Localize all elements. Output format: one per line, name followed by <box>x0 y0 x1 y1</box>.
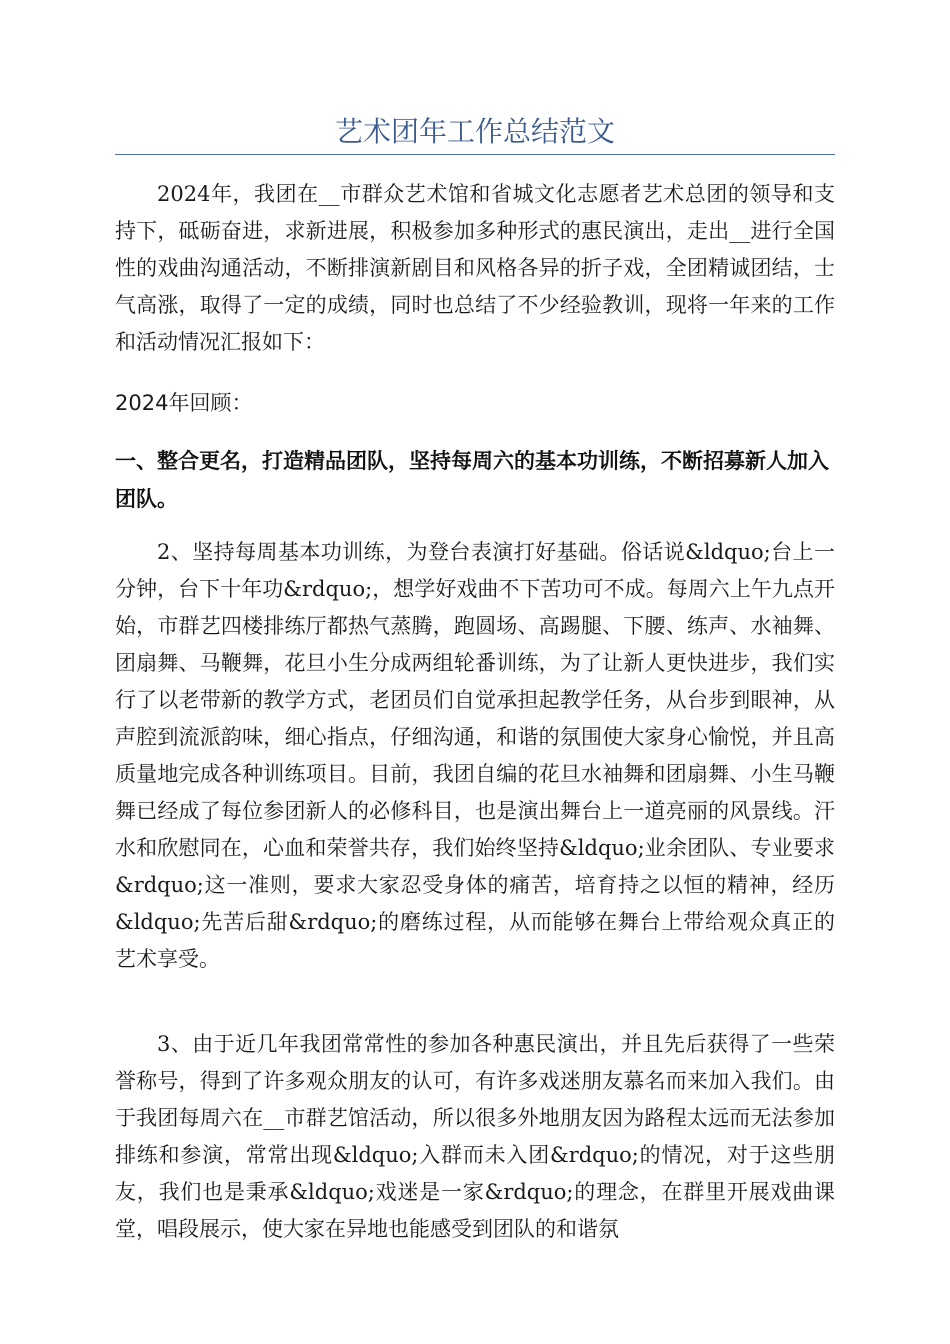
review-label: 2024年回顾： <box>115 391 253 415</box>
paragraph-3: 3、由于近几年我团常常性的参加各种惠民演出，并且先后获得了一些荣誉称号，得到了许多观众朋友的认可，有许多戏迷朋友慕名而来加入我们。由于我团每周六在__市群艺馆活动，所以很多外地朋友因为路程太远而无法参加排练和参演，常常出现&ldquo;入群而未入团&rdquo;的情况，对于这些朋友，我们也是秉承&ldquo;戏迷是一家&rdquo;的理念，在群里开展戏曲课堂，唱段展示，使大家在异地也能感受到团队的和谐氛 <box>115 1032 835 1241</box>
intro-paragraph: 2024年，我团在__市群众艺术馆和省城文化志愿者艺术总团的领导和支持下，砥砺奋进，求新进展，积极参加多种形式的惠民演出，走出__进行全国性的戏曲沟通活动，不断排演新剧目和风格各异的折子戏，全团精诚团结，士气高涨，取得了一定的成绩，同时也总结了不少经验教训，现将一年来的工作和活动情况汇报如下： <box>115 182 835 354</box>
section-heading-1: 一、整合更名，打造精品团队，坚持每周六的基本功训练，不断招募新人加入团队。 <box>115 449 829 511</box>
title-underline <box>115 154 835 155</box>
document-title: 艺术团年工作总结范文 <box>334 115 615 148</box>
paragraph-2: 2、坚持每周基本功训练，为登台表演打好基础。俗话说&ldquo;台上一分钟，台下十年功&rdquo;，想学好戏曲不下苦功可不成。每周六上午九点开始，市群艺四楼排练厅都热气蒸腾，跑圆场、高踢腿、下腰、练声、水袖舞、团扇舞、马鞭舞，花旦小生分成两组轮番训练，为了让新人更快进步，我们实行了以老带新的教学方式，老团员们自觉承担起教学任务，从台步到眼神，从声腔到流派韵味，细心指点，仔细沟通，和谐的氛围使大家身心愉悦，并且高质量地完成各种训练项目。目前，我团自编的花旦水袖舞和团扇舞、小生马鞭舞已经成了每位参团新人的必修科目，也是演出舞台上一道亮丽的风景线。汗水和欣慰同在，心血和荣誉共存，我们始终坚持&ldquo;业余团队、专业要求&rdquo;这一准则，要求大家忍受身体的痛苦，培育持之以恒的精神，经历&ldquo;先苦后甜&rdquo;的磨练过程，从而能够在舞台上带给观众真正的艺术享受。 <box>115 540 835 971</box>
